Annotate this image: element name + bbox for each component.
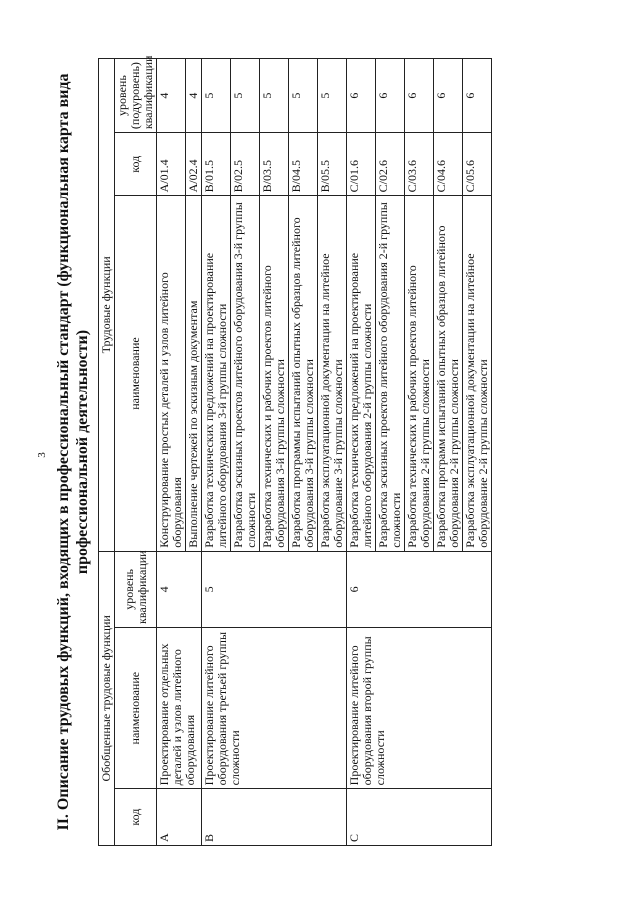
gf-code: A <box>157 789 202 846</box>
tf-code: C/01.6 <box>347 133 376 196</box>
table-row <box>157 59 186 846</box>
tf-code: C/05.6 <box>463 133 492 196</box>
gf-name: Проектирование литейного оборудования второй группы сложности <box>347 628 492 789</box>
col-code-header: код <box>115 789 157 846</box>
gf-name: Проектирование отдельных деталей и узлов литейного оборудования <box>157 628 202 789</box>
tf-level: 6 <box>434 59 463 133</box>
table-row <box>347 59 376 846</box>
gf-name: Проектирование литейного оборудования третьей группы сложности <box>202 628 347 789</box>
tf-level: 6 <box>347 59 376 133</box>
tf-code: B/03.5 <box>260 133 289 196</box>
generalized-functions-header: Обобщенные трудовые функции <box>99 551 115 845</box>
tf-code: B/04.5 <box>289 133 318 196</box>
tf-level: 5 <box>318 59 347 133</box>
col-name-header: наименование <box>115 628 157 789</box>
tf-code: B/05.5 <box>318 133 347 196</box>
tf-code: C/02.6 <box>376 133 405 196</box>
gf-level: 5 <box>202 551 347 627</box>
table-group-header-row <box>99 59 115 846</box>
tf-level: 5 <box>260 59 289 133</box>
page-number: 3 <box>36 452 48 458</box>
tf-level: 5 <box>231 59 260 133</box>
tf-name: Разработка эскизных проектов литейного оборудования 3-й группы сложности <box>231 196 260 551</box>
labor-functions-header: Трудовые функции <box>99 59 115 552</box>
col-tf-name-header: наименование <box>115 196 157 551</box>
col-tf-code-header: код <box>115 133 157 196</box>
tf-code: A/02.4 <box>186 133 202 196</box>
gf-level: 4 <box>157 551 202 627</box>
col-tf-level-header: уровень (подуровень) квалификации <box>115 59 157 133</box>
rotated-page-content <box>40 52 600 852</box>
functional-map-table <box>98 55 492 846</box>
section-heading <box>54 52 92 852</box>
tf-code: A/01.4 <box>157 133 186 196</box>
tf-level: 6 <box>405 59 434 133</box>
tf-name: Разработка программы испытаний опытных образцов литейного оборудования 3-й группы сложности <box>289 196 318 551</box>
table-column-header-row <box>115 59 157 846</box>
heading-line-1: II. Описание трудовых функций, входящих в профессиональный стандарт (функциональная карта вида <box>55 73 72 831</box>
tf-name: Разработка эскизных проектов литейного оборудования 2-й группы сложности <box>376 196 405 551</box>
tf-level: 4 <box>157 59 186 133</box>
col-level-header: уровень квалификации <box>115 551 157 627</box>
gf-level: 6 <box>347 551 492 627</box>
tf-name: Конструирование простых деталей и узлов литейного оборудования <box>157 196 186 551</box>
tf-name: Разработка программ испытаний опытных образцов литейного оборудования 2-й группы сложности <box>434 196 463 551</box>
tf-name: Разработка технических предложений на проектирование литейного оборудования 3-й группы сложности <box>202 196 231 551</box>
tf-code: C/03.6 <box>405 133 434 196</box>
tf-level: 5 <box>289 59 318 133</box>
tf-level: 4 <box>186 59 202 133</box>
tf-name: Разработка технических и рабочих проектов литейного оборудования 2-й группы сложности <box>405 196 434 551</box>
tf-name: Разработка эксплуатационной документации на литейное оборудование 2-й группы сложности <box>463 196 492 551</box>
tf-level: 5 <box>202 59 231 133</box>
tf-name: Выполнение чертежей по эскизным документам <box>186 196 202 551</box>
tf-name: Разработка эксплуатационной документации на литейное оборудование 3-й группы сложности <box>318 196 347 551</box>
tf-level: 6 <box>376 59 405 133</box>
tf-name: Разработка технических и рабочих проектов литейного оборудования 3-й группы сложности <box>260 196 289 551</box>
gf-code: B <box>202 789 347 846</box>
gf-code: C <box>347 789 492 846</box>
tf-level: 6 <box>463 59 492 133</box>
tf-code: B/01.5 <box>202 133 231 196</box>
table-row <box>202 59 231 846</box>
heading-line-2: профессиональной деятельности) <box>74 329 91 575</box>
tf-name: Разработка технических предложений на проектирование литейного оборудования 2-й группы сложности <box>347 196 376 551</box>
tf-code: C/04.6 <box>434 133 463 196</box>
tf-code: B/02.5 <box>231 133 260 196</box>
